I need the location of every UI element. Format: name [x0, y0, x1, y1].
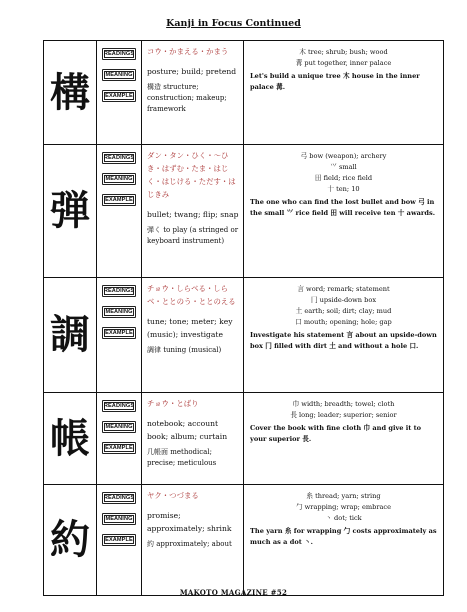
mnemonic-cell [244, 145, 444, 278]
readings-text: ダン・タン・ひく・～ひき・はずむ・たま・はじく・はじける・ただす・はじきみ [147, 151, 236, 199]
kanji-character: 構 [50, 69, 90, 116]
mnemonic-story: Let's build a unique tree 木 house in the inner palace 冓. [250, 72, 420, 91]
example-text: 調律 tuning (musical) [147, 346, 222, 354]
example-label: EXAMPLE [102, 534, 136, 546]
kanji-character: 帳 [50, 415, 90, 462]
readings-label: READINGS [102, 152, 136, 164]
kanji-cell [44, 145, 97, 278]
labels-cell [97, 393, 142, 485]
component-line: 土 earth; soil; dirt; clay; mud [295, 307, 392, 315]
example-label: EXAMPLE [102, 90, 136, 102]
kanji-character: 調 [50, 312, 90, 358]
kanji-cell [44, 393, 97, 485]
mnemonic-cell [244, 41, 444, 145]
kanji-row [44, 393, 444, 485]
component-line: 長 long; leader; superior; senior [290, 411, 397, 419]
example-label: EXAMPLE [102, 194, 136, 206]
component-line: 木 tree; shrub; bush; wood [299, 48, 388, 56]
readings-label: READINGS [102, 285, 136, 297]
component-line: 言 word; remark; statement [297, 285, 390, 293]
page-footer: MAKOTO MAGAZINE #52 [179, 588, 288, 597]
meaning-label: MEANING [102, 421, 136, 433]
component-line: 巾 width; breadth; towel; cloth [292, 400, 395, 408]
readings-text: チョウ・しらべる・しらべ・ととのう・ととのえる [147, 284, 236, 306]
mnemonic-story: The one who can find the lost bullet and bow 弓 in the small ⺍ rice field 田 will receive ten 十 awards. [250, 198, 435, 217]
labels-cell [97, 278, 142, 393]
meaning-text: notebook; account book; album; curtain [147, 419, 228, 441]
component-line: 丶 dot; tick [325, 514, 362, 522]
example-text: 約 approximately; about [147, 540, 232, 548]
readings-cell [142, 393, 244, 485]
page-title: Kanji in Focus Continued [166, 18, 301, 29]
component-line: 弓 bow (weapon); archery [300, 152, 387, 160]
readings-label: READINGS [102, 400, 136, 412]
component-line: 口 mouth; opening; hole; gap [295, 318, 392, 326]
example-label: EXAMPLE [102, 442, 136, 454]
component-line: 冓 put together, inner palace [295, 59, 392, 67]
mnemonic-story: The yarn 糸 for wrapping 勹 costs approximately as much as a dot 丶. [250, 527, 437, 546]
meaning-text: posture; build; pretend [147, 67, 237, 76]
mnemonic-story: Investigate his statement 言 about an upside-down box 冂 filled with dirt 土 and without a hole 口. [250, 331, 437, 350]
kanji-table [43, 40, 444, 596]
labels-cell [97, 145, 142, 278]
component-line: 勹 wrapping; wrap; embrace [295, 503, 392, 511]
readings-label: READINGS [102, 492, 136, 504]
component-line: 冂 upside-down box [310, 296, 377, 304]
kanji-row [44, 278, 444, 393]
readings-label: READINGS [102, 48, 136, 60]
kanji-cell [44, 485, 97, 596]
example-label: EXAMPLE [102, 327, 136, 339]
readings-text: コウ・かまえる・かまう [147, 47, 229, 56]
meaning-label: MEANING [102, 306, 136, 318]
readings-text: ヤク・つづまる [147, 491, 199, 500]
meaning-text: bullet; twang; flip; snap [147, 210, 239, 219]
meaning-label: MEANING [102, 173, 136, 185]
kanji-row [44, 485, 444, 596]
kanji-character: 弾 [50, 188, 90, 234]
readings-cell [142, 145, 244, 278]
component-line: ⺍ small [330, 163, 357, 171]
kanji-cell [44, 41, 97, 145]
example-text: 弾く to play (a stringed or keyboard instrument) [147, 226, 239, 245]
meaning-label: MEANING [102, 69, 136, 81]
component-line: 田 field; rice field [314, 174, 373, 182]
kanji-cell [44, 278, 97, 393]
mnemonic-cell [244, 393, 444, 485]
mnemonic-cell [244, 278, 444, 393]
meaning-text: tune; tone; meter; key (music); investigate [147, 317, 233, 339]
mnemonic-story: Cover the book with fine cloth 巾 and give it to your superior 長. [250, 424, 422, 443]
labels-cell [97, 485, 142, 596]
readings-cell [142, 41, 244, 145]
component-line: 糸 thread; yarn; string [306, 492, 381, 500]
labels-cell [97, 41, 142, 145]
meaning-text: promise; approximately; shrink [147, 511, 232, 533]
component-line: 十 ten; 10 [327, 185, 360, 193]
example-text: 構造 structure; construction; makeup; framework [147, 83, 227, 113]
example-text: 几帳面 methodical; precise; meticulous [147, 448, 217, 467]
readings-cell [142, 485, 244, 596]
kanji-character: 約 [50, 517, 90, 563]
meaning-label: MEANING [102, 513, 136, 525]
kanji-row [44, 145, 444, 278]
readings-text: チョウ・とばり [147, 399, 199, 408]
readings-cell [142, 278, 244, 393]
kanji-row [44, 41, 444, 145]
mnemonic-cell [244, 485, 444, 596]
